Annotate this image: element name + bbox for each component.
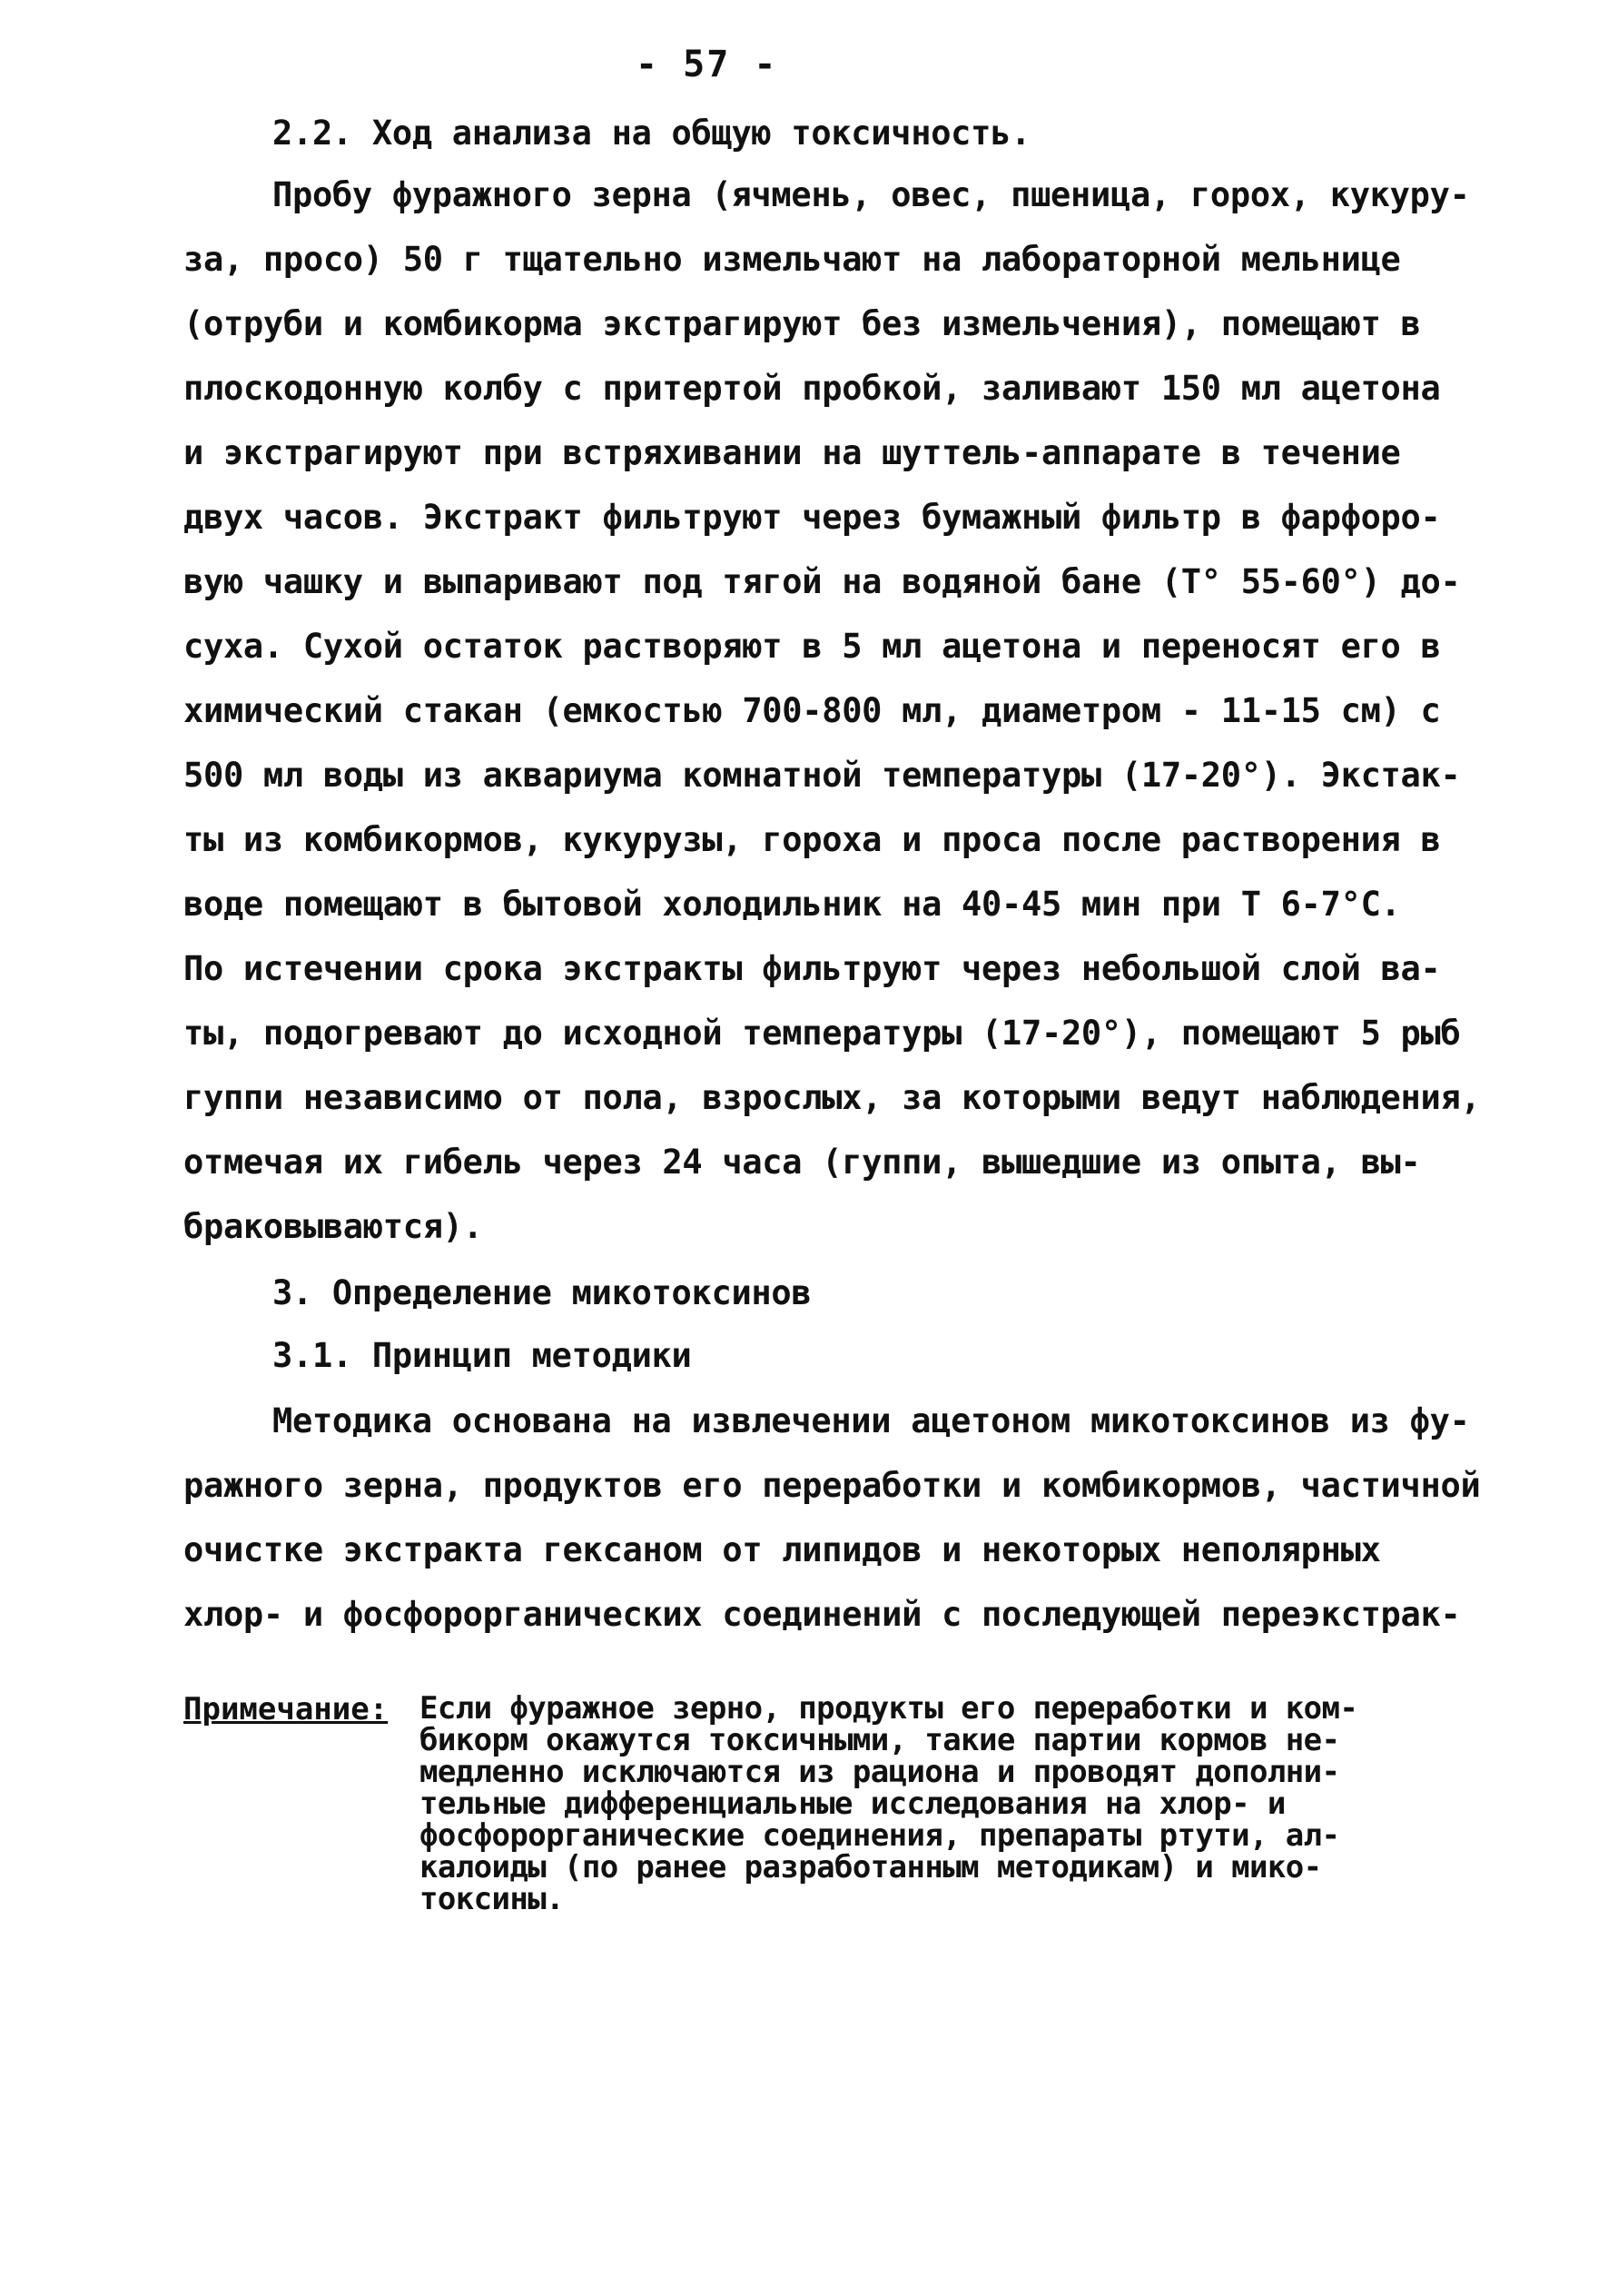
note-line: Если фуражное зерно, продукты его переработки и ком-	[419, 1690, 1358, 1727]
paragraph-line: ты, подогревают до исходной температуры (17-20°), помещают 5 рыб	[183, 1014, 1461, 1053]
paragraph-line: за, просо) 50 г тщательно измельчают на лабораторной мельнице	[183, 240, 1401, 279]
section-heading-2-2: 2.2. Ход анализа на общую токсичность.	[272, 114, 1031, 153]
note-line: тельные дифференциальные исследования на хлор- и	[419, 1786, 1286, 1822]
paragraph-line: (отруби и комбикорма экстрагируют без измельчения), помещают в	[183, 304, 1421, 343]
paragraph-line: двух часов. Экстракт фильтруют через бумажный фильтр в фарфоро-	[183, 498, 1441, 537]
paragraph-line: гуппи независимо от пола, взрослых, за которыми ведут наблюдения,	[183, 1078, 1481, 1117]
note-line: фосфорорганические соединения, препараты ртути, ал-	[419, 1817, 1340, 1854]
paragraph-line: воде помещают в бытовой холодильник на 40-45 мин при T 6-7°C.	[183, 885, 1401, 924]
section-heading-3-1: 3.1. Принцип методики	[272, 1336, 692, 1375]
paragraph-line: плоскодонную колбу с притертой пробкой, заливают 150 мл ацетона	[183, 369, 1441, 408]
paragraph-line: и экстрагируют при встряхивании на шуттель-аппарате в течение	[183, 433, 1401, 472]
paragraph-line: Методика основана на извлечении ацетоном микотоксинов из фу-	[272, 1401, 1470, 1440]
paragraph-line: очистке экстракта гексаном от липидов и некоторых неполярных	[183, 1530, 1381, 1569]
paragraph-line: браковываются).	[183, 1207, 483, 1246]
paragraph-line: химический стакан (емкостью 700-800 мл, диаметром - 11-15 см) с	[183, 691, 1441, 730]
note-label: Примечание:	[183, 1691, 389, 1727]
paragraph-line: вую чашку и выпаривают под тягой на водяной бане (T° 55-60°) до-	[183, 562, 1461, 601]
note-line: калоиды (по ранее разработанным методикам) и мико-	[419, 1849, 1322, 1885]
paragraph-line: ражного зерна, продуктов его переработки и комбикормов, частичной	[183, 1466, 1481, 1505]
paragraph-line: По истечении срока экстракты фильтруют через небольшой слой ва-	[183, 949, 1441, 988]
page-number: - 57 -	[636, 44, 778, 85]
paragraph-line: суха. Сухой остаток растворяют в 5 мл ацетона и переносят его в	[183, 627, 1441, 666]
paragraph-line: ты из комбикормов, кукурузы, гороха и проса после растворения в	[183, 820, 1441, 859]
note-line: токсины.	[419, 1881, 564, 1917]
paragraph-line: Пробу фуражного зерна (ячмень, овес, пшеница, горох, кукуру-	[272, 175, 1470, 214]
section-heading-3: 3. Определение микотоксинов	[272, 1273, 812, 1312]
paragraph-line: хлор- и фосфорорганических соединений с последующей переэкстрак-	[183, 1595, 1461, 1634]
note-line: бикорм окажутся токсичными, такие партии кормов не-	[419, 1722, 1340, 1758]
paragraph-line: отмечая их гибель через 24 часа (гуппи, вышедшие из опыта, вы-	[183, 1143, 1421, 1182]
paragraph-line: 500 мл воды из аквариума комнатной температуры (17-20°). Экстак-	[183, 756, 1461, 795]
note-line: медленно исключаются из рациона и проводят дополни-	[419, 1754, 1340, 1790]
